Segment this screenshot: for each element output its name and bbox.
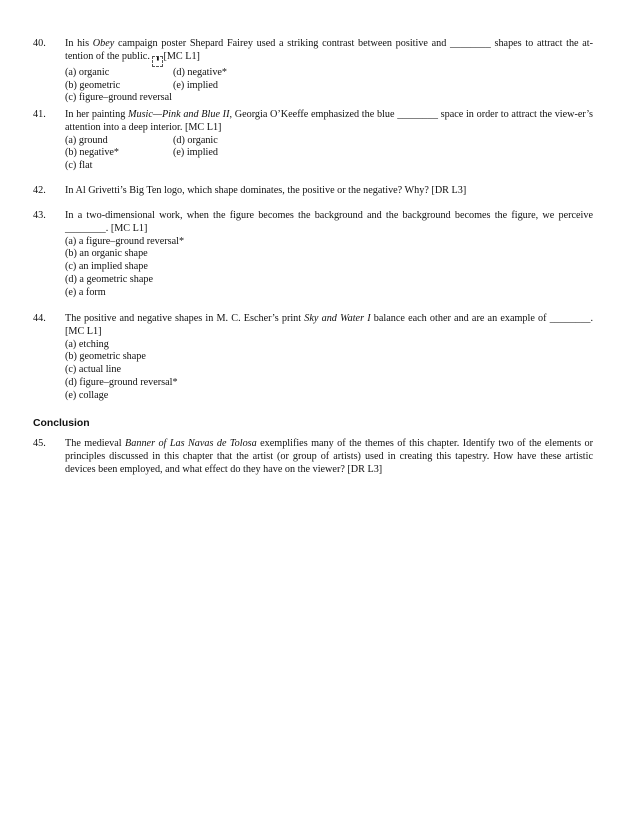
question-stem: In her painting Music—Pink and Blue II, Georgia O’Keeffe emphasized the blue ________ space in order to attract the view-er’s attention into a deep interior. [MC L1] — [65, 109, 593, 133]
option: (b) an organic shape — [65, 248, 148, 260]
option-row — [65, 135, 593, 148]
option: (a) organic — [65, 66, 110, 78]
section-heading: Conclusion — [33, 418, 90, 429]
option-row — [65, 160, 593, 173]
option: (c) flat — [65, 160, 93, 172]
question-stem: The positive and negative shapes in M. C. Escher’s print Sky and Water I balance each other and are an example of ________. [MC L1] — [65, 313, 594, 337]
option: (e) a form — [65, 286, 106, 298]
option-row — [65, 80, 593, 93]
option: (d) figure–ground reversal* — [65, 376, 178, 388]
options-list — [65, 67, 593, 105]
options-list — [65, 236, 593, 300]
question-44 — [33, 313, 593, 403]
question-stem: In his Obey campaign poster Shepard Fairey used a striking contrast between positive and ________ shapes to attract the at-tention of the public. ▮ [MC L1] — [65, 38, 593, 67]
missing-glyph-icon: ▮ — [152, 56, 163, 67]
option-row — [65, 147, 593, 160]
option: (e) implied — [173, 147, 218, 159]
options-list — [65, 339, 593, 403]
option: (d) negative* — [173, 66, 228, 78]
question-stem: In Al Grivetti’s Big Ten logo, which shape dominates, the positive or the negative? Why? [DR L3] — [65, 185, 467, 196]
question-number: 40. — [33, 38, 46, 49]
question-stem: In a two-dimensional work, when the figure becomes the background and the background becomes the figure, we perceive ________. [MC L1] — [65, 210, 593, 234]
option: (d) a geometric shape — [65, 273, 153, 285]
option: (c) figure–ground reversal — [65, 92, 172, 104]
options-list — [65, 135, 593, 173]
option-row — [65, 67, 593, 80]
option-row — [65, 92, 593, 105]
option: (d) organic — [173, 134, 218, 146]
question-45 — [33, 438, 593, 476]
question-number: 45. — [33, 438, 46, 449]
question-41 — [33, 109, 593, 173]
question-stem: The medieval Banner of Las Navas de Tolosa exemplifies many of the themes of this chapter. Identify two of the elements or principles discussed in this chapter that the artist (or group of artists) used in creating this tapestry. How have these artistic devices been employed, and what effect do they have on the viewer? [DR L3] — [65, 438, 593, 475]
option: (a) etching — [65, 338, 109, 350]
question-42 — [33, 185, 593, 198]
option: (c) actual line — [65, 364, 121, 376]
option: (c) an implied shape — [65, 261, 148, 273]
option: (e) collage — [65, 389, 109, 401]
question-40 — [33, 38, 593, 105]
option: (a) a figure–ground reversal* — [65, 235, 185, 247]
option: (e) implied — [173, 79, 218, 91]
question-number: 43. — [33, 210, 46, 221]
question-number: 42. — [33, 185, 46, 196]
option: (a) ground — [65, 134, 108, 146]
option: (b) negative* — [65, 147, 120, 159]
option: (b) geometric shape — [65, 351, 146, 363]
question-number: 41. — [33, 109, 46, 120]
question-number: 44. — [33, 313, 46, 324]
option: (b) geometric — [65, 79, 121, 91]
question-43 — [33, 210, 593, 300]
